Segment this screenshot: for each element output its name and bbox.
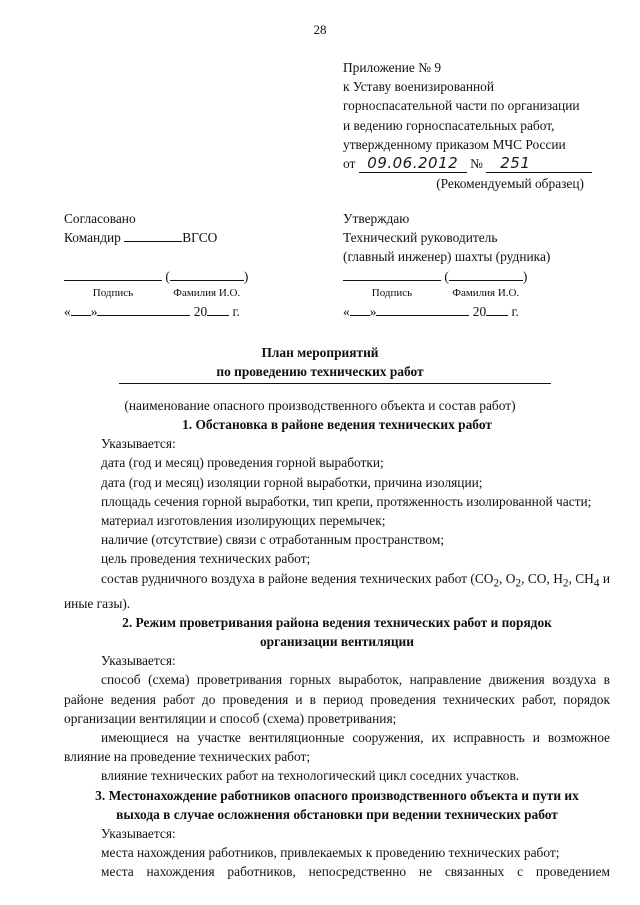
name-blank [449, 267, 523, 281]
section-1-item: наличие (отсутствие) связи с отработанным пространством; [101, 532, 445, 548]
section-3-item: места нахождения работников, непосредственно не связанных с проведением [101, 864, 610, 880]
plan-subtitle: по проведению технических работ [216, 364, 424, 379]
signature-blank [64, 267, 162, 281]
number-label: № [470, 155, 483, 171]
section-1-item: цель проведения технических работ; [101, 551, 311, 567]
year-suffix: г. [511, 303, 519, 319]
signature-captions [343, 286, 550, 302]
day-blank [350, 302, 370, 316]
appendix-line: и ведению горноспасательных работ, [343, 117, 555, 133]
name-caption: Фамилия И.О. [173, 286, 241, 299]
air-text: , СО, Н [521, 570, 563, 586]
air-text: , О [499, 570, 516, 586]
paren-open: ( [165, 268, 170, 284]
order-date-field [359, 155, 467, 173]
day-blank [71, 302, 91, 316]
signature-caption: Подпись [92, 286, 134, 299]
chief-engineer-label: (главный инженер) шахты (рудника) [343, 249, 551, 265]
paren-open: ( [444, 268, 449, 284]
year-blank [207, 302, 229, 316]
signature-blank [343, 267, 441, 281]
signature-caption: Подпись [371, 286, 413, 299]
paren-close: ) [243, 268, 249, 284]
subscript: 2 [562, 577, 569, 590]
section-2-heading: 2. Режим проветривания района ведения технических работ и порядок [122, 614, 552, 630]
air-text: , СН [568, 570, 594, 586]
approved-block [343, 209, 550, 321]
air-text: состав рудничного воздуха в районе ведения технических работ (СО [101, 570, 494, 586]
signature-line [64, 267, 249, 286]
paren-close: ) [522, 268, 528, 284]
appendix-line: горноспасательной части по организации [343, 98, 580, 114]
commander-line [64, 228, 249, 247]
section-1-heading: 1. Обстановка в районе ведения технических работ [182, 417, 492, 432]
section-3-intro: Указывается: [101, 825, 176, 841]
tech-head-label: Технический руководитель [343, 230, 498, 246]
subscript: 2 [493, 577, 500, 590]
section-2-intro: Указывается: [101, 653, 176, 669]
year-prefix: 20 [193, 303, 208, 319]
date-prefix: от [343, 155, 356, 171]
signature-captions [64, 286, 249, 302]
commander-label: Командир [64, 230, 121, 246]
appendix-date-line [343, 154, 592, 173]
appendix-line: к Уставу военизированной [343, 79, 495, 95]
section-2-heading-cont: организации вентиляции [259, 633, 414, 649]
object-caption: (наименование опасного производственного объекта и состав работ) [124, 398, 516, 413]
month-blank [376, 302, 469, 316]
page-number: 28 [313, 22, 327, 37]
section-2-item: влияние технических работ на технологический цикл соседних участков. [101, 768, 520, 784]
commander-blank [124, 228, 182, 242]
section-1-intro: Указывается: [101, 436, 176, 452]
section-3-item: места нахождения работников, привлекаемых к проведению технических работ; [101, 845, 560, 861]
plan-title: План мероприятий [261, 345, 379, 360]
quote-close: » [90, 303, 98, 319]
air-text: и иные газы). [64, 570, 610, 611]
subscript: 4 [593, 577, 600, 590]
appendix-line: утвержденному приказом МЧС России [343, 136, 566, 152]
section-2-item: способ (схема) проветривания горных выработок, направление движения воздуха в районе ведения работ до проведения и в период проведения технических работ, порядок организации вентиляции и способ (схема) проветривания; [64, 672, 610, 726]
section-1-item-air [64, 569, 610, 613]
recommended-sample-note: (Рекомендуемый образец) [436, 176, 584, 191]
month-blank [97, 302, 190, 316]
quote-open: « [64, 303, 71, 319]
approve-label: Утверждаю [343, 211, 410, 226]
date-line [64, 302, 249, 321]
document-body [64, 415, 610, 882]
section-2-item: имеющиеся на участке вентиляционные сооружения, их исправность и возможное влияние на проведение технических работ; [64, 729, 610, 765]
object-name-blank [119, 383, 551, 384]
quote-close: » [369, 303, 377, 319]
year-suffix: г. [232, 303, 240, 319]
date-line [343, 302, 550, 321]
section-3-heading-cont: выхода в случае осложнения обстановки при ведении технических работ [116, 806, 558, 822]
year-prefix: 20 [472, 303, 487, 319]
order-number-handwritten: 251 [500, 153, 531, 172]
order-date-handwritten: 09.06.2012 [367, 153, 459, 172]
year-blank [486, 302, 508, 316]
section-3-heading: 3. Местонахождение работников опасного производственного объекта и пути их [95, 787, 579, 803]
appendix-line: Приложение № 9 [343, 60, 442, 75]
quote-open: « [343, 303, 350, 319]
order-number-field [486, 155, 592, 173]
appendix-block [343, 58, 592, 173]
section-1-item: площадь сечения горной выработки, тип крепи, протяженность изолированной части; [101, 493, 592, 509]
section-1-item: материал изготовления изолирующих перемычек; [101, 513, 386, 529]
vgso-label: ВГСО [182, 230, 218, 246]
agreed-block [64, 209, 249, 321]
subscript: 2 [515, 577, 522, 590]
name-caption: Фамилия И.О. [452, 286, 520, 299]
section-1-item: дата (год и месяц) проведения горной выработки; [101, 455, 384, 471]
agreed-label: Согласовано [64, 211, 136, 226]
name-blank [170, 267, 244, 281]
signature-line [343, 267, 550, 286]
section-1-item: дата (год и месяц) изоляции горной выработки, причина изоляции; [101, 474, 483, 490]
